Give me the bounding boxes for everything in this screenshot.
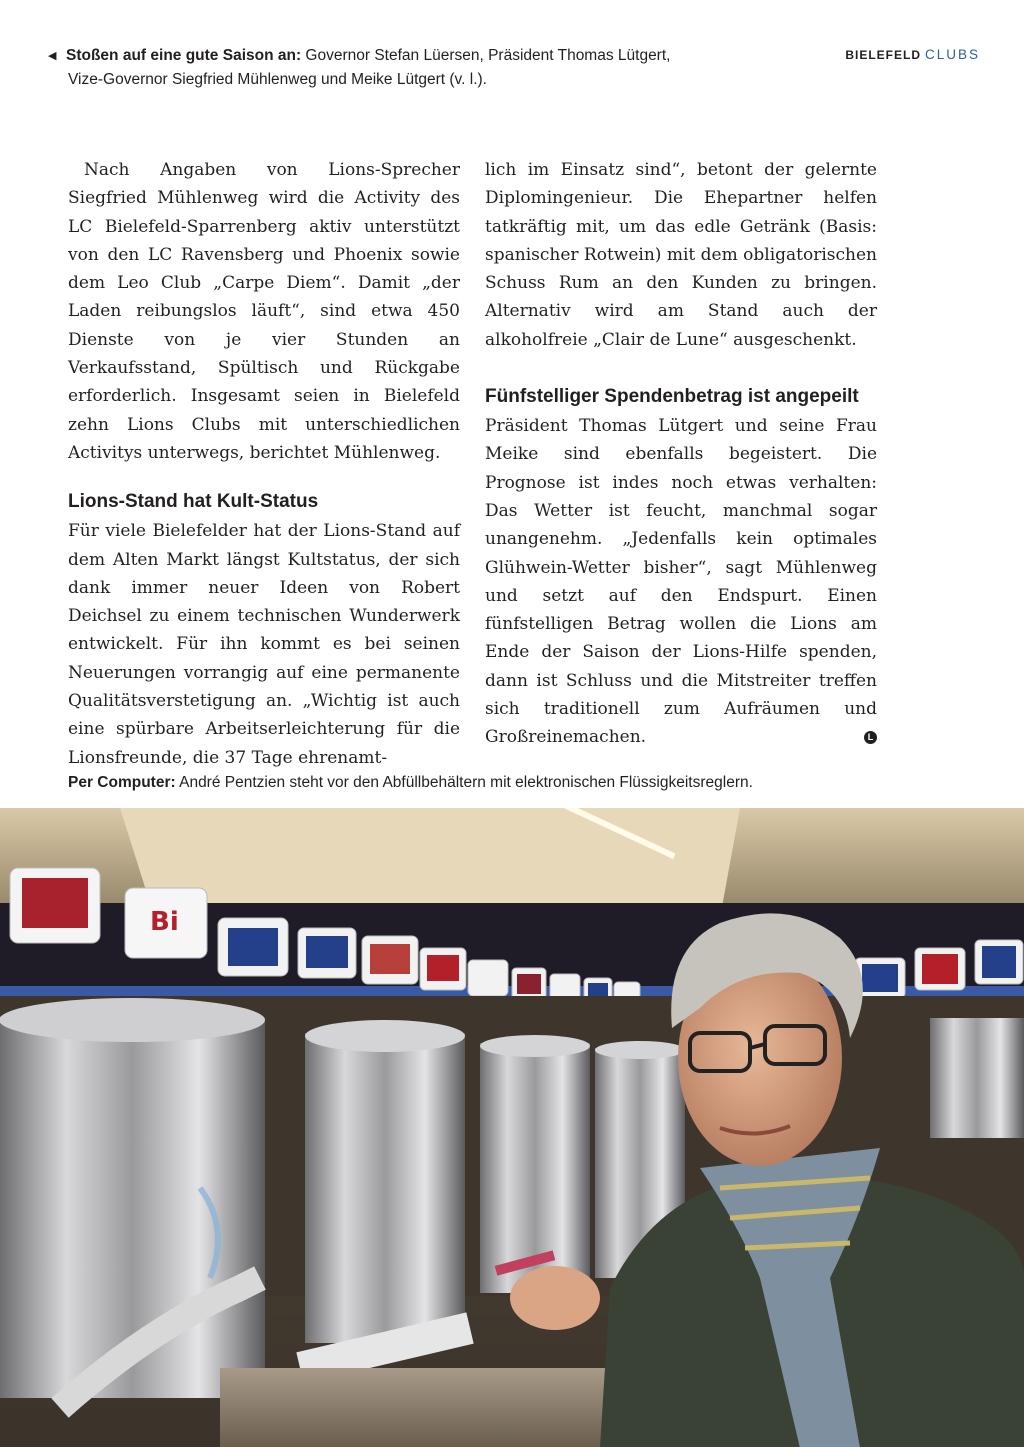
right-paragraph-1: lich im Einsatz sind“, betont der gelernte Diplomingenieur. Die Ehepartner helfen tatkräftig mit, um das edle Getränk (Basis: spanischer Rotwein) mit dem obligatorischen Schuss Rum an den Kunden zu bringen. Alternativ wird am Stand auch der alkoholfreie „Clair de Lune“ ausgeschenkt.	[485, 160, 877, 350]
left-paragraph-1: Nach Angaben von Lions-Sprecher Siegfried Mühlenweg wird die Activity des LC Bielefeld-Sparrenberg aktiv unterstützt von den LC Ravensberg und Phoenix sowie dem Leo Club „Carpe Diem“. Damit „der Laden reibungslos läuft“, sind etwa 450 Dienste von je vier Stunden an Verkaufsstand, Spültisch und Rückgabe erforderlich. Insgesamt seien in Bielefeld zehn Lions Clubs mit unterschiedlichen Activitys unterwegs, berichtet Mühlenweg.	[68, 160, 460, 463]
dispenser	[305, 1033, 465, 1343]
bottom-photo-caption	[68, 774, 753, 792]
right-paragraph-2-text: Präsident Thomas Lütgert und seine Frau Meike sind ebenfalls begeistert. Die Prognose ist indes noch etwas verhalten: Das Wetter ist feucht, manchmal sogar unangenehm. „Jedenfalls kein optimales Glühwein-Wetter bisher“, sagt Mühlenweg und setzt auf den Endspurt. Einen fünfstelligen Betrag wollen die Lions am Ende der Saison der Lions-Hilfe spenden, dann ist Schluss und die Mitstreiter treffen sich traditionell zum Aufräumen und Großreinemachen.	[485, 416, 877, 748]
left-paragraph-2: Für viele Bielefelder hat der Lions-Stand auf dem Alten Markt längst Kultstatus, der sich dank immer neuer Ideen von Robert Deichsel zu einem technischen Wunderwerk entwickelt. Für ihn kommt es bei seinen Neuerungen vorrangig auf eine permanente Qualitätsverstetigung an. „Wichtig ist auch eine spürbare Arbeitserleichterung für die Lionsfreunde, die 37 Tage ehrenamt-	[68, 521, 460, 768]
top-caption-lead: Stoßen auf eine gute Saison an:	[66, 47, 302, 64]
subheading-spendenbetrag: Fünfstelliger Spendenbetrag ist angepeilt	[485, 386, 859, 408]
header-city: BIELEFELD	[845, 48, 921, 62]
mug	[975, 940, 1023, 984]
left-arrow-icon: ◀	[48, 50, 57, 62]
subheading-kult-status: Lions-Stand hat Kult-Status	[68, 491, 319, 513]
article-column-left	[68, 156, 460, 772]
hand	[510, 1266, 600, 1330]
photo-caption-text: André Pentzien steht vor den Abfüllbehältern mit elektronischen Flüssigkeitsreglern.	[175, 774, 753, 791]
top-caption-line1: Governor Stefan Lüersen, Präsident Thomas Lütgert,	[301, 47, 671, 64]
mug	[10, 868, 100, 943]
photo-illustration	[0, 808, 1024, 1447]
mug	[218, 918, 288, 976]
mug	[915, 948, 965, 990]
mug	[298, 928, 356, 978]
mug	[420, 948, 466, 990]
top-photo-caption	[48, 44, 688, 91]
top-caption-line2: Vize-Governor Siegfried Mühlenweg und Meike Lütgert (v. l.).	[68, 71, 487, 88]
article-column-right	[485, 156, 877, 752]
mug	[125, 888, 207, 958]
right-paragraph-2	[485, 412, 877, 752]
dispenser	[930, 1018, 1024, 1138]
header-section: CLUBS	[924, 47, 980, 62]
mug-label: Bi	[150, 907, 179, 937]
ceiling-panel	[120, 808, 740, 918]
running-header	[845, 47, 980, 62]
lions-end-mark-icon: L	[864, 731, 877, 744]
mug	[468, 960, 508, 996]
photo-caption-lead: Per Computer:	[68, 774, 176, 791]
mug	[362, 936, 418, 984]
photo-man-with-dispensers	[0, 808, 1024, 1447]
mug	[512, 968, 546, 1000]
